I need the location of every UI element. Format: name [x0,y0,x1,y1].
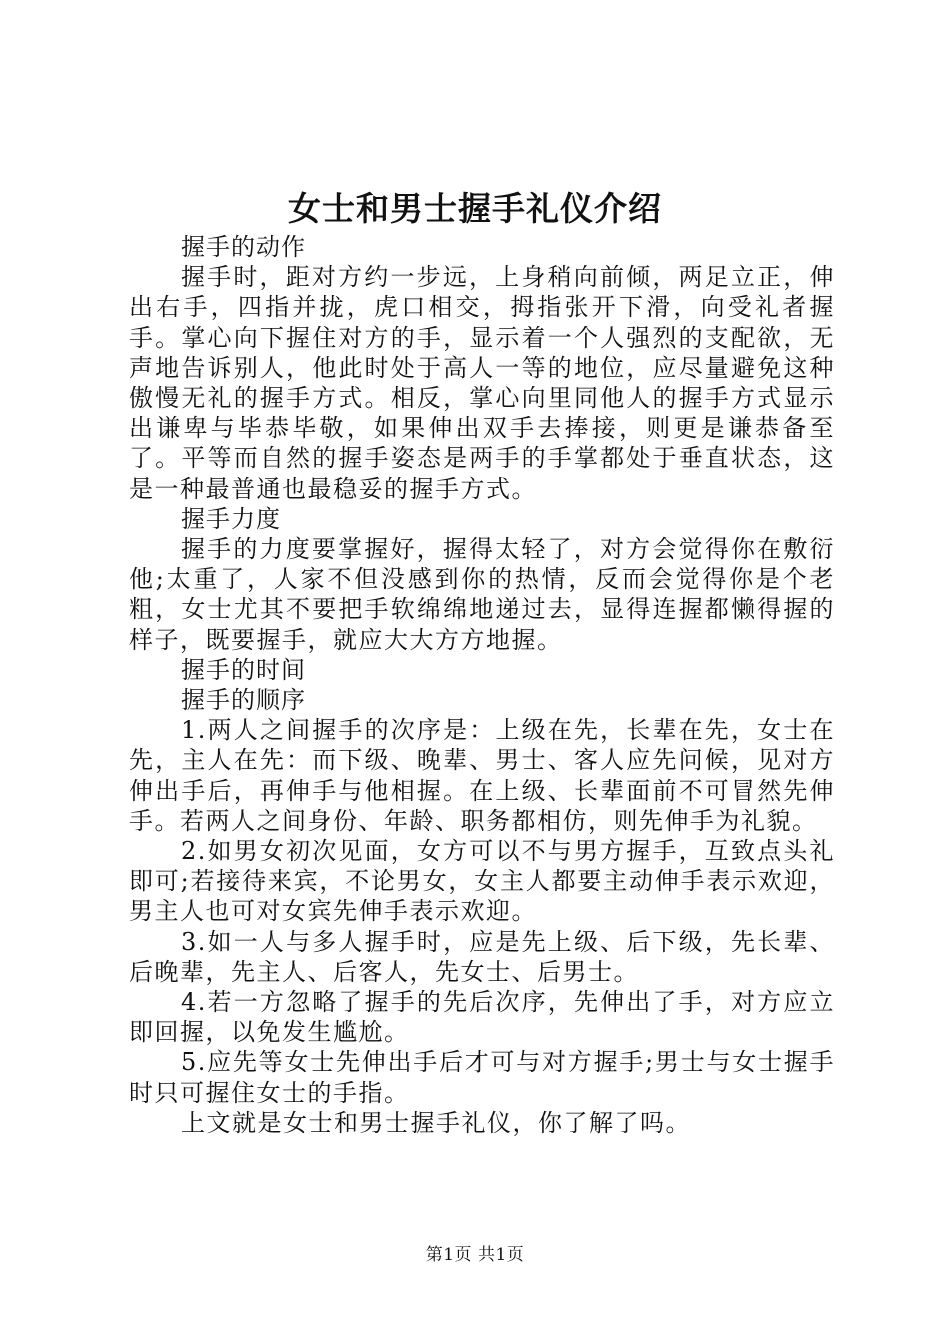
section-heading-strength: 握手力度 [181,504,281,533]
document-body [129,232,835,1138]
paragraph-strength: 握手的力度要掌握好，握得太轻了，对方会觉得你在敷衍他;太重了，人家不但没感到你的热情，反而会觉得你是个老粗，女士尤其不要把手软绵绵地递过去，显得连握都懒得握的样子，既要握手，就应大大方方地握。 [129,535,835,654]
list-item-order-1: 1.两人之间握手的次序是：上级在先，长辈在先，女士在先，主人在先：而下级、晚辈、男士、客人应先问候，见对方伸出手后，再伸手与他相握。在上级、长辈面前不可冒然先伸手。若两人之间身份、年龄、职务都相仿，则先伸手为礼貌。 [129,716,835,835]
page-footer: 第1页 共1页 [425,1245,525,1265]
section-heading-action: 握手的动作 [181,233,306,261]
section-heading-order: 握手的顺序 [181,686,306,715]
list-item-order-4: 4.若一方忽略了握手的先后次序，先伸出了手，对方应立即回握，以免发生尴尬。 [129,988,835,1047]
section-heading-time: 握手的时间 [181,655,306,684]
list-item-order-2: 2.如男女初次见面，女方可以不与男方握手，互致点头礼即可;若接待来宾，不论男女，女主人都要主动伸手表示欢迎，男主人也可对女宾先伸手表示欢迎。 [129,837,835,926]
document-title: 女士和男士握手礼仪介绍 [288,189,662,228]
paragraph-action: 握手时，距对方约一步远，上身稍向前倾，两足立正，伸出右手，四指并拢，虎口相交，拇指张开下滑，向受礼者握手。掌心向下握住对方的手，显示着一个人强烈的支配欲，无声地告诉别人，他此时处于高人一等的地位，应尽量避免这种傲慢无礼的握手方式。相反，掌心向里同他人的握手方式显示出谦卑与毕恭毕敬，如果伸出双手去捧接，则更是谦恭备至了。平等而自然的握手姿态是两手的手掌都处于垂直状态，这是一种最普通也最稳妥的握手方式。 [129,263,835,503]
closing-paragraph: 上文就是女士和男士握手礼仪，你了解了吗。 [181,1108,691,1137]
list-item-order-5: 5.应先等女士先伸出手后才可与对方握手;男士与女士握手时只可握住女士的手指。 [129,1048,835,1107]
list-item-order-3: 3.如一人与多人握手时，应是先上级、后下级，先长辈、后晚辈，先主人、后客人，先女士、后男士。 [129,927,835,986]
